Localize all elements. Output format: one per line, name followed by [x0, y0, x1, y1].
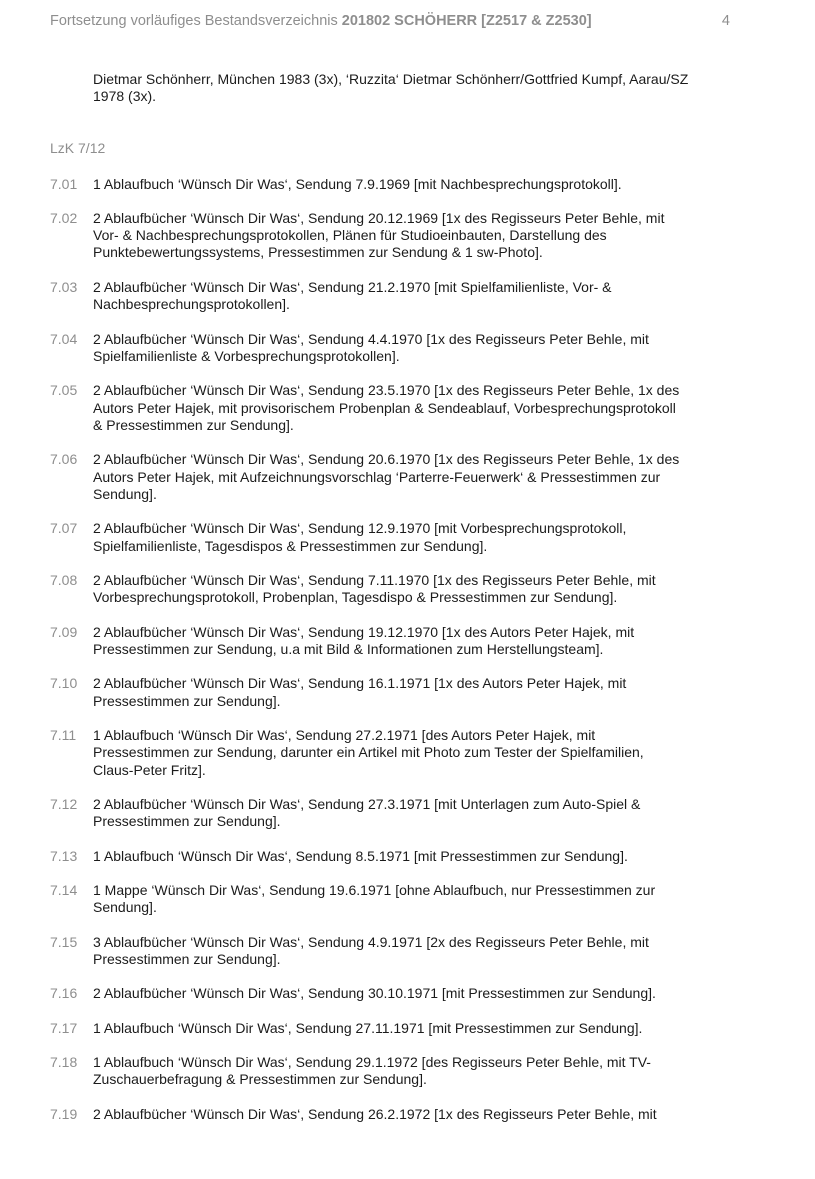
entry-line: Pressestimmen zur Sendung, darunter ein Artikel mit Photo zum Tester der Spielfamilien, [93, 744, 644, 761]
entry-line: & Pressestimmen zur Sendung]. [93, 416, 294, 433]
entry-line: Nachbesprechungsprotokollen]. [93, 296, 290, 313]
entry-line: 2 Ablaufbücher ‘Wünsch Dir Was‘, Sendung 20.6.1970 [1x des Regisseurs Peter Behle, 1x des [93, 451, 680, 468]
entry-text [93, 675, 738, 710]
entry-line: 2 Ablaufbücher ‘Wünsch Dir Was‘, Sendung 30.10.1971 [mit Pressestimmen zur Sendung]. [93, 985, 656, 1002]
entry-line: 2 Ablaufbücher ‘Wünsch Dir Was‘, Sendung 7.11.1970 [1x des Regisseurs Peter Behle, mit [93, 571, 656, 588]
entry-line: Claus-Peter Fritz]. [93, 761, 206, 778]
entry-line: Pressestimmen zur Sendung]. [93, 692, 281, 709]
entry-text [93, 572, 738, 607]
entry-text [93, 451, 738, 503]
list-item [50, 882, 750, 917]
entry-text [93, 848, 738, 865]
entry-text [93, 934, 738, 969]
entry-number: 7.07 [50, 520, 78, 537]
entry-number: 7.18 [50, 1054, 78, 1071]
list-item [50, 1020, 750, 1037]
list-item [50, 1054, 750, 1089]
entry-number: 7.11 [50, 726, 77, 743]
entry-text [93, 1106, 738, 1123]
entry-number: 7.14 [50, 882, 78, 899]
entry-line: Vor- & Nachbesprechungsprotokollen, Plänen für Studioeinbauten, Darstellung des [93, 227, 607, 244]
entry-number: 7.17 [50, 1019, 78, 1036]
entry-number: 7.16 [50, 985, 78, 1002]
list-item [50, 210, 750, 262]
entry-number: 7.08 [50, 571, 78, 588]
list-item [50, 934, 750, 969]
entry-line: Sendung]. [93, 485, 157, 502]
entry-line: 2 Ablaufbücher ‘Wünsch Dir Was‘, Sendung 27.3.1971 [mit Unterlagen zum Auto-Spiel & [93, 795, 641, 812]
entry-line: 2 Ablaufbücher ‘Wünsch Dir Was‘, Sendung 4.4.1970 [1x des Regisseurs Peter Behle, mit [93, 330, 649, 347]
entry-text [93, 279, 738, 314]
list-item [50, 848, 750, 865]
intro-line: 1978 (3x). [93, 88, 157, 105]
list-item [50, 727, 750, 779]
entry-line: 2 Ablaufbücher ‘Wünsch Dir Was‘, Sendung 19.12.1970 [1x des Autors Peter Hajek, mit [93, 623, 635, 640]
page-number: 4 [721, 13, 730, 29]
entry-line: 1 Ablaufbuch ‘Wünsch Dir Was‘, Sendung 29.1.1972 [des Regisseurs Peter Behle, mit TV- [93, 1054, 651, 1071]
entry-line: Sendung]. [93, 899, 157, 916]
list-item [50, 624, 750, 659]
entry-line: Vorbesprechungsprotokoll, Probenplan, Tagesdispo & Pressestimmen zur Sendung]. [93, 589, 618, 606]
entry-text [93, 331, 738, 366]
entry-number: 7.12 [50, 795, 78, 812]
entry-number: 7.05 [50, 382, 78, 399]
entry-line: 2 Ablaufbücher ‘Wünsch Dir Was‘, Sendung 23.5.1970 [1x des Regisseurs Peter Behle, 1x des [93, 382, 680, 399]
list-item [50, 279, 750, 314]
entry-list [50, 176, 750, 1141]
entry-text [93, 210, 738, 262]
entry-line: 3 Ablaufbücher ‘Wünsch Dir Was‘, Sendung 4.9.1971 [2x des Regisseurs Peter Behle, mit [93, 933, 649, 950]
entry-line: 2 Ablaufbücher ‘Wünsch Dir Was‘, Sendung 16.1.1971 [1x des Autors Peter Hajek, mit [93, 675, 627, 692]
entry-line: Autors Peter Hajek, mit Aufzeichnungsvorschlag ‘Parterre-Feuerwerk‘ & Pressestimmen zur [93, 468, 661, 485]
entry-line: 1 Ablaufbuch ‘Wünsch Dir Was‘, Sendung 27.11.1971 [mit Pressestimmen zur Sendung]. [93, 1019, 643, 1036]
entry-text [93, 796, 738, 831]
list-item [50, 572, 750, 607]
list-item [50, 1106, 750, 1123]
entry-line: 1 Mappe ‘Wünsch Dir Was‘, Sendung 19.6.1971 [ohne Ablaufbuch, nur Pressestimmen zur [93, 882, 656, 899]
entry-text [93, 1054, 738, 1089]
entry-line: Pressestimmen zur Sendung, u.a mit Bild & Informationen zum Herstellungsteam]. [93, 640, 604, 657]
page-header [50, 13, 740, 33]
entry-line: 2 Ablaufbücher ‘Wünsch Dir Was‘, Sendung 21.2.1970 [mit Spielfamilienliste, Vor- & [93, 278, 612, 295]
list-item [50, 451, 750, 503]
entry-line: 2 Ablaufbücher ‘Wünsch Dir Was‘, Sendung 12.9.1970 [mit Vorbesprechungsprotokoll, [93, 520, 627, 537]
entry-number: 7.06 [50, 451, 78, 468]
entry-number: 7.03 [50, 278, 78, 295]
entry-line: 1 Ablaufbuch ‘Wünsch Dir Was‘, Sendung 27.2.1971 [des Autors Peter Hajek, mit [93, 726, 596, 743]
entry-number: 7.02 [50, 209, 78, 226]
entry-text [93, 882, 738, 917]
entry-text [93, 176, 738, 193]
entry-number: 7.09 [50, 623, 78, 640]
list-item [50, 331, 750, 366]
entry-text [93, 520, 738, 555]
intro-line: Dietmar Schönherr, München 1983 (3x), ‘Ruzzita‘ Dietmar Schönherr/Gottfried Kumpf, Aarau/SZ [93, 71, 689, 87]
header-title-prefix: Fortsetzung vorläufiges Bestandsverzeichnis [50, 13, 342, 29]
list-item [50, 176, 750, 193]
intro-paragraph [93, 71, 743, 106]
entry-line: 2 Ablaufbücher ‘Wünsch Dir Was‘, Sendung 20.12.1969 [1x des Regisseurs Peter Behle, mit [93, 209, 665, 226]
section-label: LzK 7/12 [50, 140, 106, 156]
entry-line: Zuschauerbefragung & Pressestimmen zur Sendung]. [93, 1071, 427, 1088]
header-title-bold: 201802 SCHÖHERR [Z2517 & Z2530] [341, 13, 592, 29]
entry-number: 7.15 [50, 933, 78, 950]
entry-text [93, 624, 738, 659]
entry-text [93, 727, 738, 779]
entry-text [93, 382, 738, 434]
entry-number: 7.10 [50, 675, 78, 692]
entry-line: Pressestimmen zur Sendung]. [93, 951, 281, 968]
entry-line: Autors Peter Hajek, mit provisorischem Probenplan & Sendeablauf, Vorbesprechungsprotokoll [93, 399, 676, 416]
entry-line: Spielfamilienliste & Vorbesprechungsprotokollen]. [93, 347, 400, 364]
entry-line: 2 Ablaufbücher ‘Wünsch Dir Was‘, Sendung 26.2.1972 [1x des Regisseurs Peter Behle, mit [93, 1105, 657, 1122]
entry-text [93, 1020, 738, 1037]
entry-line: Spielfamilienliste, Tagesdispos & Pressestimmen zur Sendung]. [93, 537, 488, 554]
entry-number: 7.01 [50, 175, 78, 192]
entry-number: 7.13 [50, 847, 78, 864]
list-item [50, 382, 750, 434]
list-item [50, 675, 750, 710]
entry-number: 7.19 [50, 1105, 78, 1122]
entry-line: Punktebewertungssystems, Pressestimmen zur Sendung & 1 sw-Photo]. [93, 244, 543, 261]
entry-line: 1 Ablaufbuch ‘Wünsch Dir Was‘, Sendung 7.9.1969 [mit Nachbesprechungsprotokoll]. [93, 175, 622, 192]
entry-line: Pressestimmen zur Sendung]. [93, 813, 281, 830]
list-item [50, 985, 750, 1002]
entry-text [93, 985, 738, 1002]
list-item [50, 796, 750, 831]
list-item [50, 520, 750, 555]
entry-line: 1 Ablaufbuch ‘Wünsch Dir Was‘, Sendung 8.5.1971 [mit Pressestimmen zur Sendung]. [93, 847, 628, 864]
entry-number: 7.04 [50, 330, 78, 347]
